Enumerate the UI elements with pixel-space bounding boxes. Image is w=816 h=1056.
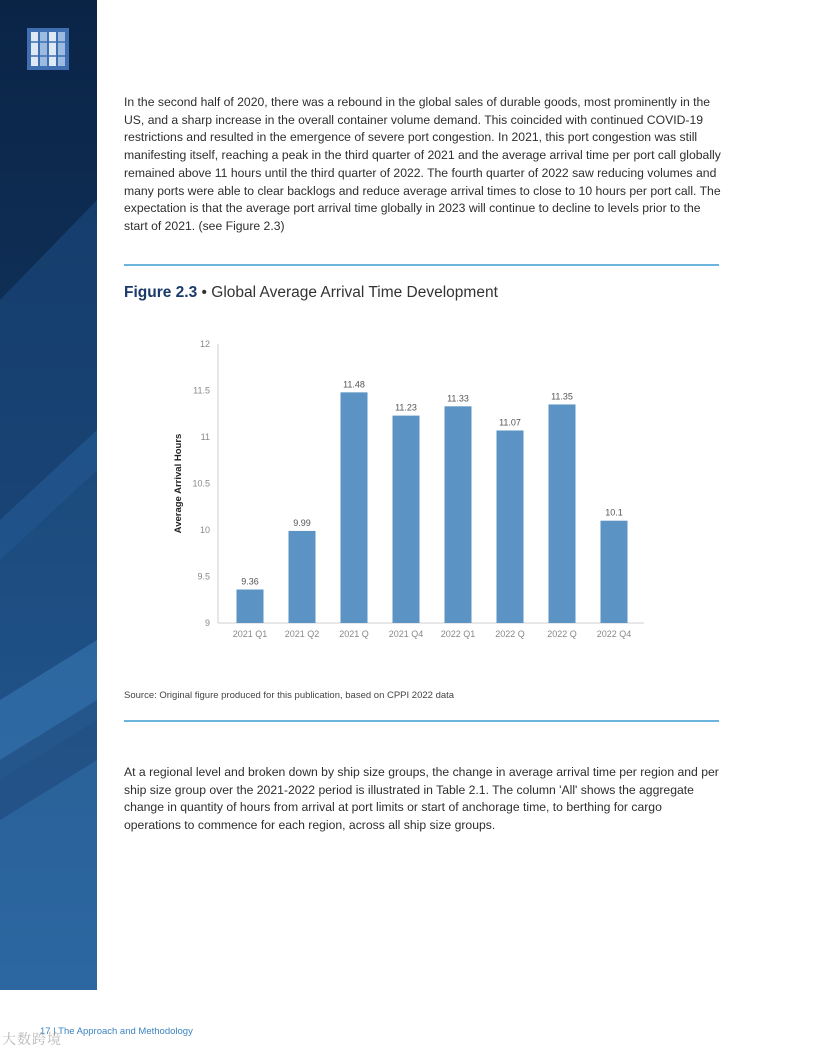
figure-title: Global Average Arrival Time Development <box>211 284 498 301</box>
y-axis-title: Average Arrival Hours <box>173 433 184 534</box>
page-footer: 17 | The Approach and Methodology <box>40 1026 193 1037</box>
figure-separator: • <box>197 284 212 301</box>
data-label: 11.07 <box>499 417 521 428</box>
data-label: 11.35 <box>551 391 573 402</box>
bar <box>549 404 576 623</box>
y-tick-label: 10 <box>199 525 210 535</box>
body-paragraph-intro: In the second half of 2020, there was a rebound in the global sales of durable goods, most prominently in the US, and a sharp increase in the overall container volume demand. This coincided with continued COVID-19 restrictions and resulted in the emergence of severe port congestion. In 2021, this port congestion was still manifesting itself, reaching a peak in the third quarter of 2021 and the average arrival time per port call globally remained above 11 hours until the third quarter of 2022. The fourth quarter of 2022 saw reducing volumes and many ports were able to clear backlogs and reduce average arrival times to close to 10 hours per port call. The expectation is that the average port arrival time globally in 2023 will continue to decline to levels prior to the start of 2021. (see Figure 2.3) <box>124 95 721 233</box>
y-tick-label: 11 <box>200 432 210 442</box>
figure-bottom-rule <box>124 720 719 722</box>
bar <box>341 392 368 623</box>
x-tick-label: 2021 Q <box>339 629 369 639</box>
figure-heading <box>124 284 498 302</box>
data-label: 11.48 <box>343 379 365 390</box>
y-tick-label: 9 <box>204 618 210 628</box>
y-tick-label: 10.5 <box>192 478 210 489</box>
data-label: 9.99 <box>293 517 311 528</box>
bar <box>237 590 264 623</box>
y-tick-label: 12 <box>199 339 210 349</box>
bar <box>393 416 420 623</box>
bar <box>289 531 316 623</box>
figure-number: Figure 2.3 <box>124 284 198 301</box>
y-tick-label: 9.5 <box>197 571 210 582</box>
x-tick-label: 2021 Q1 <box>232 629 268 639</box>
body-paragraph-regional: At a regional level and broken down by ship size groups, the change in average arrival time per region and per ship size group over the 2021-2022 period is illustrated in Table 2.1. The column 'All' shows the aggregate change in quantity of hours from arrival at port limits or start of anchorage time, to berthing for cargo operations to commence for each region, across all ship size groups. <box>124 765 719 833</box>
data-label: 11.33 <box>447 393 469 404</box>
x-tick-label: 2022 Q <box>495 629 525 639</box>
x-tick-label: 2022 Q <box>547 629 577 639</box>
bar-chart <box>160 330 660 660</box>
bar <box>601 521 628 623</box>
x-tick-label: 2021 Q2 <box>284 629 320 639</box>
container-logo-icon <box>27 28 69 70</box>
data-label: 9.36 <box>241 576 259 587</box>
figure-source-note: Source: Original figure produced for this publication, based on CPPI 2022 data <box>124 690 455 701</box>
data-label: 11.23 <box>395 402 417 413</box>
x-tick-label: 2021 Q4 <box>388 629 424 639</box>
x-tick-label: 2022 Q4 <box>596 629 632 639</box>
figure-top-rule <box>124 264 719 266</box>
data-label: 10.1 <box>605 507 623 518</box>
bar <box>497 430 524 623</box>
watermark-text: 大数跨境 <box>2 1031 62 1047</box>
y-tick-label: 11.5 <box>193 385 210 396</box>
bar <box>445 406 472 623</box>
sidebar-decoration <box>0 0 97 990</box>
x-tick-label: 2022 Q1 <box>440 629 476 639</box>
